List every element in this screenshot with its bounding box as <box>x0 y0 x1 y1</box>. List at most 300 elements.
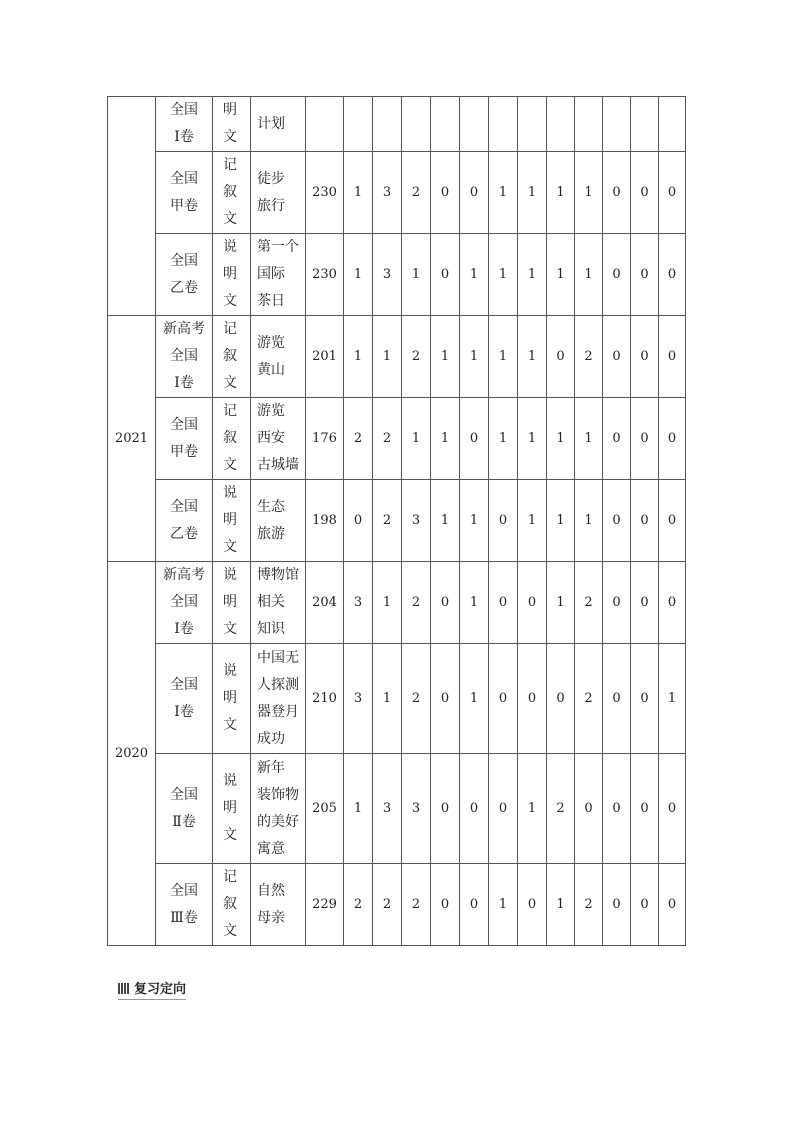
count-cell-text: 2 <box>411 691 421 706</box>
count-cell <box>659 398 686 480</box>
count-cell <box>489 562 518 644</box>
count-cell-text: 2 <box>556 801 565 816</box>
count-cell-text: 0 <box>353 513 363 528</box>
count-cell <box>631 754 659 864</box>
count-cell <box>489 480 518 562</box>
count-cell-text: 1 <box>556 431 565 446</box>
count-cell <box>659 644 686 754</box>
count-cell <box>344 316 373 398</box>
topic-cell <box>251 864 306 946</box>
word-count-cell-text: 205 <box>312 801 337 816</box>
count-cell <box>547 316 575 398</box>
count-cell <box>659 562 686 644</box>
region-cell-text: 全国 甲卷 <box>170 416 198 460</box>
table-row <box>108 316 686 398</box>
word-count-cell-text: 230 <box>312 185 337 200</box>
count-cell <box>344 480 373 562</box>
count-cell-text: 1 <box>382 349 392 364</box>
count-cell-text: 0 <box>640 513 649 528</box>
count-cell <box>373 480 402 562</box>
count-cell-text: 1 <box>556 513 565 528</box>
word-count-cell <box>306 754 344 864</box>
count-cell-text: 3 <box>353 595 363 610</box>
count-cell-text: 0 <box>640 897 649 912</box>
region-cell <box>156 644 213 754</box>
count-cell <box>373 398 402 480</box>
word-count-cell-text: 176 <box>312 431 337 446</box>
table-row <box>108 562 686 644</box>
count-cell <box>460 480 489 562</box>
count-cell <box>518 398 547 480</box>
count-cell-text: 3 <box>411 801 421 816</box>
topic-cell <box>251 152 306 234</box>
count-cell <box>402 864 431 946</box>
count-cell-text: 1 <box>527 267 537 282</box>
count-cell-text: 1 <box>469 595 479 610</box>
count-cell <box>659 754 686 864</box>
word-count-cell-text: 210 <box>312 691 337 706</box>
count-cell-text: 1 <box>469 691 479 706</box>
count-cell-text: 3 <box>411 513 421 528</box>
count-cell <box>402 644 431 754</box>
region-cell-text: 全国 乙卷 <box>170 498 198 542</box>
count-cell-text: 1 <box>584 513 593 528</box>
word-count-cell <box>306 316 344 398</box>
count-cell <box>659 316 686 398</box>
topic-cell-text: 徒步 旅行 <box>257 170 285 214</box>
count-cell <box>460 754 489 864</box>
count-cell-text: 1 <box>527 349 537 364</box>
genre-cell-text: 说 明 文 <box>223 567 237 637</box>
count-cell <box>344 234 373 316</box>
table-row <box>108 480 686 562</box>
count-cell-text: 1 <box>527 801 537 816</box>
count-cell-text: 1 <box>527 513 537 528</box>
count-cell <box>547 754 575 864</box>
count-cell <box>575 864 603 946</box>
topic-cell <box>251 316 306 398</box>
count-cell-text: 0 <box>667 185 677 200</box>
section-heading <box>118 978 186 1000</box>
region-cell <box>156 864 213 946</box>
count-cell <box>402 754 431 864</box>
genre-cell <box>213 644 251 754</box>
region-cell-text: 全国 Ⅲ卷 <box>170 882 198 926</box>
count-cell <box>575 316 603 398</box>
count-cell-text: 0 <box>612 801 621 816</box>
count-cell <box>631 316 659 398</box>
count-cell <box>431 644 460 754</box>
count-cell <box>402 562 431 644</box>
count-cell <box>460 644 489 754</box>
word-count-cell <box>306 864 344 946</box>
count-cell-text: 1 <box>469 267 479 282</box>
count-cell <box>575 562 603 644</box>
count-cell-text: 0 <box>498 691 508 706</box>
topic-cell-text: 游览 黄山 <box>257 334 285 378</box>
count-cell <box>659 480 686 562</box>
count-cell <box>489 398 518 480</box>
count-cell <box>460 398 489 480</box>
genre-cell <box>213 562 251 644</box>
count-cell-text: 3 <box>382 801 392 816</box>
topic-cell-text: 自然 母亲 <box>257 882 285 926</box>
count-cell <box>373 754 402 864</box>
genre-cell <box>213 234 251 316</box>
count-cell-text: 0 <box>498 513 508 528</box>
count-cell-text: 0 <box>667 801 677 816</box>
count-cell-text: 1 <box>556 267 565 282</box>
count-cell <box>603 864 631 946</box>
region-cell <box>156 152 213 234</box>
count-cell-text: 0 <box>667 897 677 912</box>
count-cell-text: 0 <box>440 897 450 912</box>
count-cell <box>547 97 575 152</box>
count-cell-text: 0 <box>440 595 450 610</box>
count-cell-text: 1 <box>411 267 421 282</box>
count-cell-text: 0 <box>640 267 649 282</box>
genre-cell-text: 记 叙 文 <box>223 157 237 227</box>
count-cell-text: 0 <box>640 691 649 706</box>
topic-cell-text: 博物馆 相关 知识 <box>257 567 299 637</box>
count-cell <box>344 644 373 754</box>
topic-cell-text: 游览 西安 古城墙 <box>257 403 299 473</box>
count-cell-text: 1 <box>353 185 363 200</box>
count-cell-text: 1 <box>411 431 421 446</box>
region-cell <box>156 398 213 480</box>
topic-cell-text: 新年 装饰物 的美好 寓意 <box>257 759 299 857</box>
count-cell-text: 2 <box>411 185 421 200</box>
count-cell-text: 1 <box>584 185 593 200</box>
count-cell <box>344 152 373 234</box>
table-row <box>108 234 686 316</box>
count-cell <box>659 152 686 234</box>
count-cell <box>575 234 603 316</box>
region-cell <box>156 316 213 398</box>
count-cell <box>659 864 686 946</box>
year-cell: 2021 <box>108 316 156 562</box>
count-cell <box>631 97 659 152</box>
count-cell <box>489 234 518 316</box>
count-cell <box>402 152 431 234</box>
topic-cell <box>251 97 306 152</box>
region-cell-text: 新高考 全国 Ⅰ卷 <box>163 321 205 391</box>
exam-analysis-table <box>107 96 686 946</box>
count-cell <box>575 152 603 234</box>
count-cell-text: 1 <box>382 595 392 610</box>
count-cell-text: 0 <box>640 431 649 446</box>
count-cell-text: 0 <box>612 595 621 610</box>
genre-cell-text: 说 明 文 <box>223 773 237 843</box>
count-cell <box>518 97 547 152</box>
count-cell <box>631 152 659 234</box>
count-cell <box>603 480 631 562</box>
count-cell <box>518 864 547 946</box>
genre-cell <box>213 152 251 234</box>
count-cell <box>460 234 489 316</box>
count-cell <box>547 152 575 234</box>
region-cell <box>156 480 213 562</box>
count-cell-text: 1 <box>556 185 565 200</box>
count-cell <box>603 152 631 234</box>
year-cell <box>108 97 156 316</box>
count-cell <box>631 234 659 316</box>
count-cell-text: 0 <box>556 691 565 706</box>
count-cell <box>518 316 547 398</box>
count-cell <box>460 97 489 152</box>
table-row <box>108 754 686 864</box>
count-cell <box>431 864 460 946</box>
count-cell <box>631 398 659 480</box>
count-cell-text: 1 <box>667 691 677 706</box>
count-cell <box>431 562 460 644</box>
topic-cell <box>251 480 306 562</box>
count-cell <box>603 644 631 754</box>
count-cell-text: 0 <box>584 801 593 816</box>
count-cell-text: 1 <box>469 513 479 528</box>
count-cell-text: 3 <box>353 691 363 706</box>
count-cell <box>402 480 431 562</box>
count-cell <box>547 644 575 754</box>
word-count-cell <box>306 644 344 754</box>
count-cell <box>659 97 686 152</box>
count-cell <box>373 234 402 316</box>
genre-cell <box>213 754 251 864</box>
count-cell <box>431 316 460 398</box>
count-cell <box>489 864 518 946</box>
count-cell <box>344 754 373 864</box>
genre-cell <box>213 97 251 152</box>
count-cell <box>431 152 460 234</box>
count-cell <box>603 97 631 152</box>
count-cell <box>631 562 659 644</box>
count-cell-text: 0 <box>612 897 621 912</box>
count-cell <box>518 234 547 316</box>
count-cell <box>631 480 659 562</box>
count-cell <box>431 97 460 152</box>
count-cell <box>402 97 431 152</box>
genre-cell-text: 说 明 文 <box>223 239 237 309</box>
count-cell-text: 1 <box>498 349 508 364</box>
table-row <box>108 97 686 152</box>
count-cell-text: 1 <box>556 595 565 610</box>
count-cell-text: 1 <box>440 349 450 364</box>
topic-cell <box>251 234 306 316</box>
region-cell-text: 全国 Ⅰ卷 <box>170 676 198 720</box>
topic-cell-text: 生态 旅游 <box>257 498 285 542</box>
region-cell-text: 新高考 全国 Ⅰ卷 <box>163 567 205 637</box>
count-cell <box>402 398 431 480</box>
genre-cell-text: 说 明 文 <box>223 663 237 733</box>
count-cell-text: 1 <box>498 431 508 446</box>
count-cell <box>373 864 402 946</box>
count-cell-text: 0 <box>527 595 537 610</box>
count-cell-text: 1 <box>584 267 593 282</box>
word-count-cell-text: 198 <box>312 513 337 528</box>
count-cell-text: 0 <box>440 691 450 706</box>
count-cell <box>431 398 460 480</box>
count-cell <box>603 754 631 864</box>
region-cell <box>156 562 213 644</box>
topic-cell-text: 计划 <box>257 115 285 132</box>
count-cell-text: 1 <box>498 185 508 200</box>
count-cell <box>431 234 460 316</box>
count-cell-text: 0 <box>469 185 479 200</box>
count-cell-text: 2 <box>411 897 421 912</box>
topic-cell <box>251 754 306 864</box>
word-count-cell <box>306 398 344 480</box>
count-cell <box>547 864 575 946</box>
count-cell-text: 1 <box>440 431 450 446</box>
count-cell-text: 0 <box>498 595 508 610</box>
count-cell <box>518 152 547 234</box>
count-cell-text: 2 <box>411 595 421 610</box>
count-cell <box>659 234 686 316</box>
genre-cell <box>213 398 251 480</box>
count-cell-text: 0 <box>498 801 508 816</box>
count-cell <box>344 864 373 946</box>
count-cell-text: 0 <box>440 801 450 816</box>
section-heading-text: 复习定向 <box>134 982 187 997</box>
count-cell <box>575 398 603 480</box>
genre-cell <box>213 864 251 946</box>
count-cell-text: 2 <box>584 691 593 706</box>
table-row <box>108 864 686 946</box>
genre-cell-text: 说 明 文 <box>223 485 237 555</box>
word-count-cell-text: 204 <box>312 595 337 610</box>
count-cell-text: 0 <box>612 513 621 528</box>
count-cell-text: 2 <box>584 349 593 364</box>
count-cell-text: 1 <box>527 185 537 200</box>
count-cell <box>518 644 547 754</box>
count-cell-text: 1 <box>498 897 508 912</box>
count-cell <box>489 97 518 152</box>
count-cell <box>460 864 489 946</box>
count-cell-text: 0 <box>667 595 677 610</box>
count-cell-text: 2 <box>584 595 593 610</box>
count-cell <box>489 152 518 234</box>
count-cell <box>575 97 603 152</box>
count-cell-text: 0 <box>556 349 565 364</box>
count-cell-text: 0 <box>469 897 479 912</box>
count-cell <box>631 644 659 754</box>
count-cell-text: 1 <box>556 897 565 912</box>
genre-cell-text: 记 叙 文 <box>223 869 237 939</box>
count-cell-text: 0 <box>640 595 649 610</box>
count-cell <box>373 152 402 234</box>
genre-cell-text: 记 叙 文 <box>223 321 237 391</box>
region-cell-text: 全国 乙卷 <box>170 252 198 296</box>
count-cell-text: 0 <box>640 349 649 364</box>
word-count-cell <box>306 97 344 152</box>
count-cell <box>603 234 631 316</box>
count-cell <box>518 562 547 644</box>
count-cell <box>373 644 402 754</box>
count-cell <box>402 316 431 398</box>
genre-cell-text: 记 叙 文 <box>223 403 237 473</box>
count-cell-text: 0 <box>440 267 450 282</box>
count-cell-text: 0 <box>612 185 621 200</box>
topic-cell <box>251 562 306 644</box>
count-cell <box>431 480 460 562</box>
count-cell <box>575 754 603 864</box>
count-cell-text: 0 <box>440 185 450 200</box>
word-count-cell <box>306 480 344 562</box>
count-cell-text: 2 <box>382 897 392 912</box>
count-cell-text: 3 <box>382 185 392 200</box>
genre-cell-text: 明 文 <box>223 102 237 145</box>
count-cell <box>518 754 547 864</box>
topic-cell-text: 中国无 人探测 器登月 成功 <box>257 649 299 747</box>
word-count-cell-text: 201 <box>312 349 337 364</box>
count-cell-text: 0 <box>667 349 677 364</box>
region-cell-text: 全国 甲卷 <box>170 170 198 214</box>
word-count-cell <box>306 562 344 644</box>
genre-cell <box>213 316 251 398</box>
count-cell <box>603 562 631 644</box>
count-cell-text: 1 <box>353 267 363 282</box>
word-count-cell <box>306 234 344 316</box>
count-cell <box>373 562 402 644</box>
count-cell-text: 0 <box>640 801 649 816</box>
count-cell-text: 0 <box>667 513 677 528</box>
count-cell <box>547 562 575 644</box>
region-cell-text: 全国 Ⅰ卷 <box>170 102 198 145</box>
count-cell <box>603 398 631 480</box>
count-cell-text: 0 <box>667 431 677 446</box>
count-cell-text: 0 <box>612 267 621 282</box>
count-cell-text: 2 <box>411 349 421 364</box>
count-cell-text: 0 <box>527 691 537 706</box>
count-cell <box>460 152 489 234</box>
count-cell <box>547 398 575 480</box>
count-cell-text: 1 <box>353 349 363 364</box>
region-cell <box>156 754 213 864</box>
count-cell-text: 1 <box>440 513 450 528</box>
count-cell <box>575 644 603 754</box>
count-cell-text: 1 <box>498 267 508 282</box>
word-count-cell-text: 230 <box>312 267 337 282</box>
count-cell-text: 2 <box>353 897 363 912</box>
count-cell <box>344 562 373 644</box>
count-cell-text: 0 <box>612 349 621 364</box>
topic-cell <box>251 644 306 754</box>
word-count-cell-text: 229 <box>312 897 337 912</box>
genre-cell <box>213 480 251 562</box>
topic-cell <box>251 398 306 480</box>
count-cell-text: 1 <box>382 691 392 706</box>
count-cell-text: 3 <box>382 267 392 282</box>
count-cell <box>489 316 518 398</box>
count-cell-text: 1 <box>353 801 363 816</box>
region-cell <box>156 97 213 152</box>
count-cell-text: 1 <box>584 431 593 446</box>
year-cell: 2020 <box>108 562 156 946</box>
count-cell <box>603 316 631 398</box>
count-cell <box>344 398 373 480</box>
count-cell-text: 0 <box>469 431 479 446</box>
count-cell <box>575 480 603 562</box>
region-cell <box>156 234 213 316</box>
count-cell <box>547 234 575 316</box>
count-cell <box>460 316 489 398</box>
count-cell <box>402 234 431 316</box>
count-cell <box>431 754 460 864</box>
table-row <box>108 644 686 754</box>
table-row <box>108 152 686 234</box>
count-cell <box>460 562 489 644</box>
count-cell-text: 0 <box>469 801 479 816</box>
